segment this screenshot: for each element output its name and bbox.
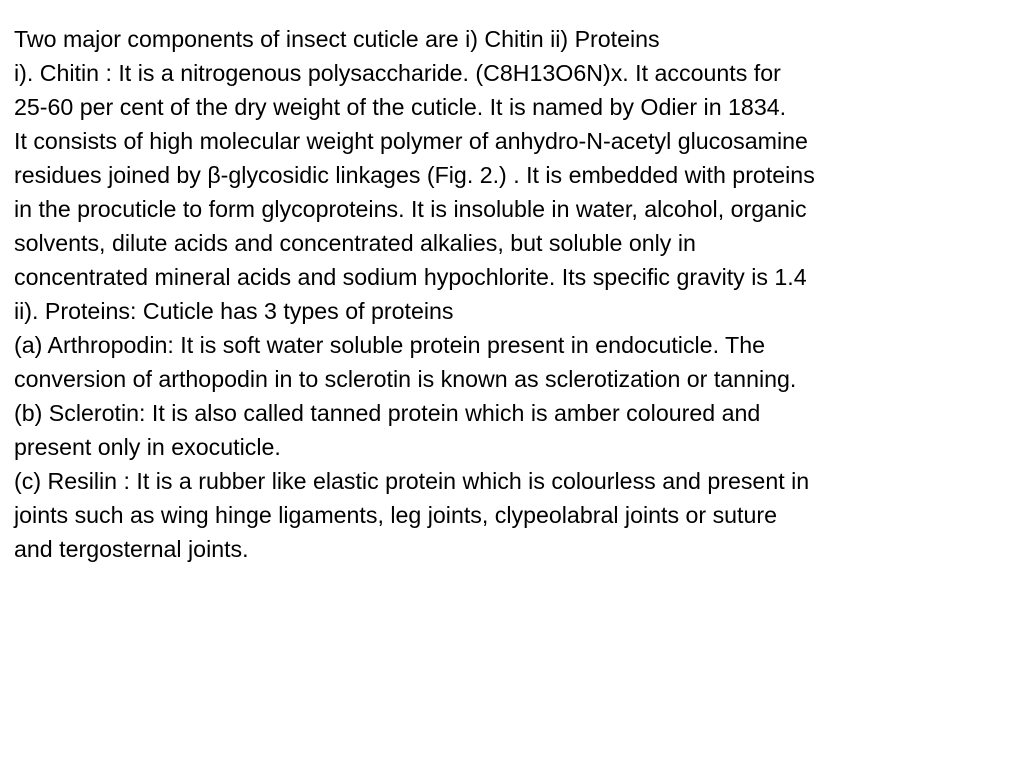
text-line: conversion of arthopodin in to sclerotin is known as sclerotization or tanning. [14,366,797,392]
text-line: joints such as wing hinge ligaments, leg joints, clypeolabral joints or suture [14,502,778,528]
text-line-resilin: (c) Resilin : It is a rubber like elastic protein which is colourless and present in [14,468,810,494]
text-line: 25-60 per cent of the dry weight of the cuticle. It is named by Odier in 1834. [14,94,787,120]
text-line-chitin-heading: i). Chitin : It is a nitrogenous polysaccharide. (C8H13O6N)x. It accounts for [14,60,781,86]
text-line: residues joined by β-glycosidic linkages (Fig. 2.) . It is embedded with proteins [14,162,815,188]
text-line: concentrated mineral acids and sodium hypochlorite. Its specific gravity is 1.4 [14,264,807,290]
text-line-arthropodin: (a) Arthropodin: It is soft water soluble protein present in endocuticle. The [14,332,766,358]
text-line: solvents, dilute acids and concentrated alkalies, but soluble only in [14,230,696,256]
text-line-intro: Two major components of insect cuticle are i) Chitin ii) Proteins [14,26,660,52]
text-line: and tergosternal joints. [14,536,249,562]
text-line: in the procuticle to form glycoproteins. It is insoluble in water, alcohol, organic [14,196,807,222]
text-line: present only in exocuticle. [14,434,281,460]
body-text [14,22,1014,566]
text-line-proteins-heading: ii). Proteins: Cuticle has 3 types of proteins [14,298,454,324]
text-line-sclerotin: (b) Sclerotin: It is also called tanned protein which is amber coloured and [14,400,761,426]
text-line: It consists of high molecular weight polymer of anhydro-N-acetyl glucosamine [14,128,808,154]
